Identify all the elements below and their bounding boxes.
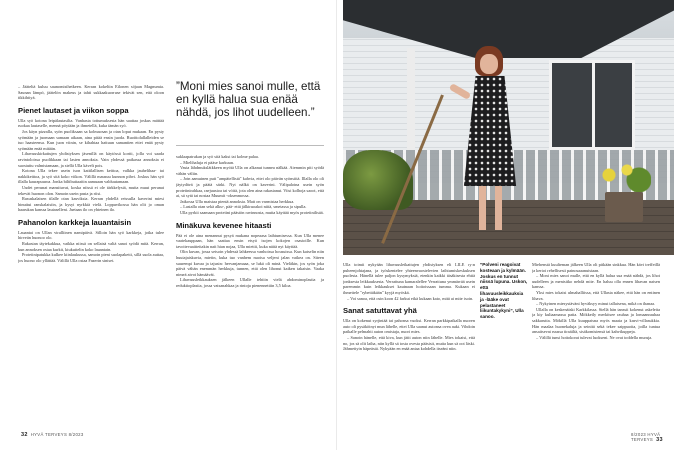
body-paragraph: Lihavuuskirkattujen yhdistyksen jäsenillä on käytössä kortti, jolla voi saada ravintoloissa puolikkaan tai lasten annoksia. Vain yhdessä paikassa annoksia ei suostuttu valmistamaan, ja siellä Ulla kävelt pois. — [18, 151, 164, 168]
photo-window — [549, 60, 635, 150]
middle-column — [176, 154, 324, 420]
body-paragraph: Olin kuvan, jossa seisoin yhdessä lahkeessa vanhoissa housuissa. Kun katselin niin huutajaiskuvia, mietin, kuka tuo vanhem nuoisa veljeni jalan vaikea on. Siteen suurempi kuvaa ja tajusin: hervanjamaaa, se lukä oli minä. Vieläkin, jos syön joka päivä vähän enemmän herkkuja, tunnen, että olen lihonut kaiken takaisin. Vaaka nimeä aivot hämäävät. — [176, 249, 324, 277]
body-paragraph: Rasuskalaisen tilalle otan kasviksia. Kerran yhdellä reissulla kaverini miesi hinuttui ranskalaisiin, ja kysyi nyrkkiä vielä. Loppuvikossa hän olit jo oman haarukan kanssa lautaselleni. Jaetaan ilo on yhteinen ilo. — [18, 196, 164, 213]
right-column-1 — [343, 262, 475, 422]
magazine-name: HYVÄ TERVEYS 8/2023 — [30, 432, 84, 437]
section-heading: Pahanolon karkkeja lauantaisin — [18, 217, 132, 227]
intro-paragraph: – Jääteltä kuluu saunomisthetkeen. Kerran kokeltin Eilonen söjaan Magnumia. Saunan lämpö, jäätelön makeus ja tahti sukkaakuorruse tekivät sen, että oloon tikkihtiyä. — [18, 84, 164, 101]
right-column-2 — [532, 262, 660, 422]
body-paragraph: Lauantai on Ullan viralliinen namipäivä. Silloin hän syö karkkeja, jotka tulee hirveän huonoo olo. — [18, 229, 164, 241]
body-paragraph: – Mielihaluja ei pääse karkuun. — [180, 159, 235, 165]
body-paragraph: – Välillä tunsi hottokorat tulevat luokseni. Ne ovat toddella muruja. — [536, 334, 653, 340]
body-paragraph: suklaapatrukan ja syö sitä kaksi tai kolme palaa. — [176, 154, 259, 159]
body-paragraph: Vasta lähdmukslätkkeen myötä Ulla on alkanut tunnea nälkää. Aiemmin piti syödä vähän väliin. — [176, 165, 324, 176]
body-paragraph: Ulla on kokenut syrjintää tai pahonsa vuoksi. Kerran parkkipaikalla nuoren auto oli pysäköinyt mun lähelle, ettei Ulla saanut autonsa ovea auki. Vihdoin paikalle pelmahti auton omistaja, nuori mies. — [343, 318, 475, 335]
body-paragraph: – Nykyinen miesystäväni hyväksyy minut tallaisena, mikä on ihanaa. — [536, 301, 656, 307]
body-paragraph: Ulla pyrkii saamaan proteiini päästön ravinnosta, mutta käyttää myös proteiinilisää. — [180, 209, 324, 215]
body-paragraph: Lihavuusleikkauksen jälkeen Ullalle tehtiin vielä abdominoplastia ja reduktioplastia, jossa vatsanahkaa ja rintoja pienennettiin 3,5 kiloa. — [176, 277, 324, 288]
quote-divider — [176, 145, 324, 146]
body-paragraph: – Lastalla otan sekä alku-, pää- että jälkiruoakoi niitä, smetassa ja sipulla. — [180, 204, 307, 210]
section-heading: Pienet lautaset ja viikon soppa — [18, 105, 129, 115]
body-paragraph: Ullalla on keskenäiski Karkkilassa. Siellä hän tanssii kokenut askeleita ja kiy kuliaamassa patia. Mökkeily merkitsee rauhaa ja lomaanrauhaa sakkarutta. Mökillä Ulla kuuppaisna myös maaia ja kasvi-villasukkia. Hän maalaa huonekaluja ja seinitä sekä tekee saippuoita, joilla tuntua ansaitsevat ruussa tiraäiltä, sisäkomisiensä tai kahvikuppeja. — [532, 306, 660, 335]
pull-quote: ”Polveni reagoivat kosteaan ja kylmään. Joskus en tunnut niissä lupuna. Uskon, että lihavuusleikkauksia ja -lääke ovat pelastaneet liikuntakykyni”, Ulla sanoo. — [480, 262, 528, 320]
body-paragraph: Kotona Ulla tekee usein ison kattilallisen keittoa, valkka jauhelihaa- tai nakkikeittoa, ja syö sitä koko viikon. Välillä mausuu kunnon pihvi. Joskus hän syö illalla kaurapuuroa. Jonka biltibuttaaitin aamuaan valduutamaan. — [18, 168, 164, 185]
body-paragraph: Ulla toimii nykyään lihavuusleikattujen yhdistyksen eli LILE ry:n puheenjohtajana, ja työskentelee yhteenvaostelevien laihtumiskeskuksen puolesta. Hänellä tulee paljon kysymyksiä, etenkin kaikki täsäkisesta ehtiä jonksesta leikkauksesta. Verrattuna kamaralellee Verrattuna ymmärrää usein paremmin kuin leikkaukset kautnaan hoitoissaan tumma. Kukaan ei ihmettele "rybettäkään" kyyjä myöskä. — [343, 262, 475, 295]
body-paragraph: Uudet perunat mansituvat, koska niissä ei ole tärkkelystä, mutta muut perunat tekevät huonon olon. Samoin usein pasta ja riisi. — [18, 184, 164, 196]
body-paragraph: – Voi sanoa, että osin koon 42 farkut eikä kukaan kato, mitä ai mite isoin. — [347, 295, 474, 301]
section-heading: Sanat satuttavat yhä — [343, 306, 417, 316]
body-paragraph: Yksi mies tokaisi ulmahalliissa, että Ullasta näkee, että hän on entinen lihava. — [532, 289, 660, 301]
folio-left — [18, 432, 84, 438]
body-paragraph: Jatkossa Ulla maistaa pientä annoksia. Matt on varmistaa herkkua. — [180, 198, 295, 204]
feature-photo — [343, 0, 674, 255]
body-paragraph: – Sanoin hänelle, että kiva, kun jätit auton niin lähelle. Mies tokaisi, että no, jos sä olit laiha, niin kyllä sä tosta ovesta pääsisit, mutta kun sä oot läski. Jähmettyin häpeästä. Nykyään en enää antaa kohdella itseäni niin. — [343, 334, 475, 352]
photo-flower-pot — [605, 192, 643, 222]
magazine-name: 8/2023 HYVÄ TERVEYS — [631, 432, 661, 442]
body-paragraph: Pää ei ole aina menannut pysyä mukana nopeaasa laihtumisessa. Kun Ulla menee vaatekauppaan, hän saattaa ensin etsyä isojen kokojen osastoille. Kun tavoitevaaitteitakin nait hian nojaa, Ulla miettii, kuka näitä nyt käyttää. — [176, 232, 324, 249]
photo-person-leg — [495, 186, 502, 230]
folio-right — [631, 432, 674, 443]
body-paragraph: Miehenstä kuulteman jälkeen Ulla oli pitkään sinkkua. Hän kävi treffeillä ja kertoi rehellisesti painosaaanuistaan. — [532, 262, 660, 273]
feature-quote: ”Moni mies sanoi mulle, että en kyllä halua sua enää nähdä, jos lihot uudelleen.” — [176, 80, 321, 120]
body-paragraph: – Moni mies sanoi mulle, että en kyllä halua sua enää nähdä, jos lihot uudelleen ja menisitko nehdä mite. En haluu olla ennen lihavan naisen kanssa. — [532, 273, 660, 290]
body-paragraph: Rakastan täytekakkua, vaikka niissä on sellaisä valtä sanoi syödä mitä. Kerran, kun annoksen ostaa kurkit, kiukuttelin koko lauantain. — [18, 241, 164, 252]
body-paragraph: – Jotn aamuinen putt "ampätellistä" kahvia, ettei olo päivän syönsiitä. Illalla olo oli jäytydävä ja päätä särki. Nyt nälkä on kaverini. Välipaloina usein syön proteiinirahkaa, raejuustoa tai vöitä, jota olen aina rakastanut. Viisi kolhoja saoot, että ai, sä sytä tai nostaa Muumit -oksenmossa. — [176, 176, 324, 199]
body-paragraph: Jos käyn pizzalla, syön puoliksaan sa kolmaosan ja otan loput mukaan. En pysty syömään ja juomaan samaan aikaan, aina pitää ensin juoda. Ruoittolallalleiden se tuo haasteensa. Kun juon viinin, se kihahtaa hattuun samantien ettei enää pysty syömään enää mitään. — [18, 128, 164, 151]
body-paragraph: Ulla syö kotona leipälautasilta. Vanhasta tottumuksesta hän saattaa joskus mättää ruokaa lautaselle, mennä pöytään ja ihmetellä, kuka tämän syö. — [18, 117, 164, 129]
page-number: 33 — [656, 437, 663, 443]
body-paragraph: Proteiinipatukka kulkee kiinlaukussa, samoin pieni suolapaketti, sillä suola auttaa, jos huono olo yllättää. Välillä Ulla ostaa Fazerin siniset. — [18, 252, 164, 263]
page-number: 32 — [21, 432, 28, 438]
section-heading: Minäkuva kevenee hitaasti — [176, 220, 272, 230]
photo-person-leg — [479, 186, 486, 230]
photo-person-face — [480, 54, 498, 74]
photo-bush — [343, 150, 413, 210]
left-column — [18, 84, 164, 420]
